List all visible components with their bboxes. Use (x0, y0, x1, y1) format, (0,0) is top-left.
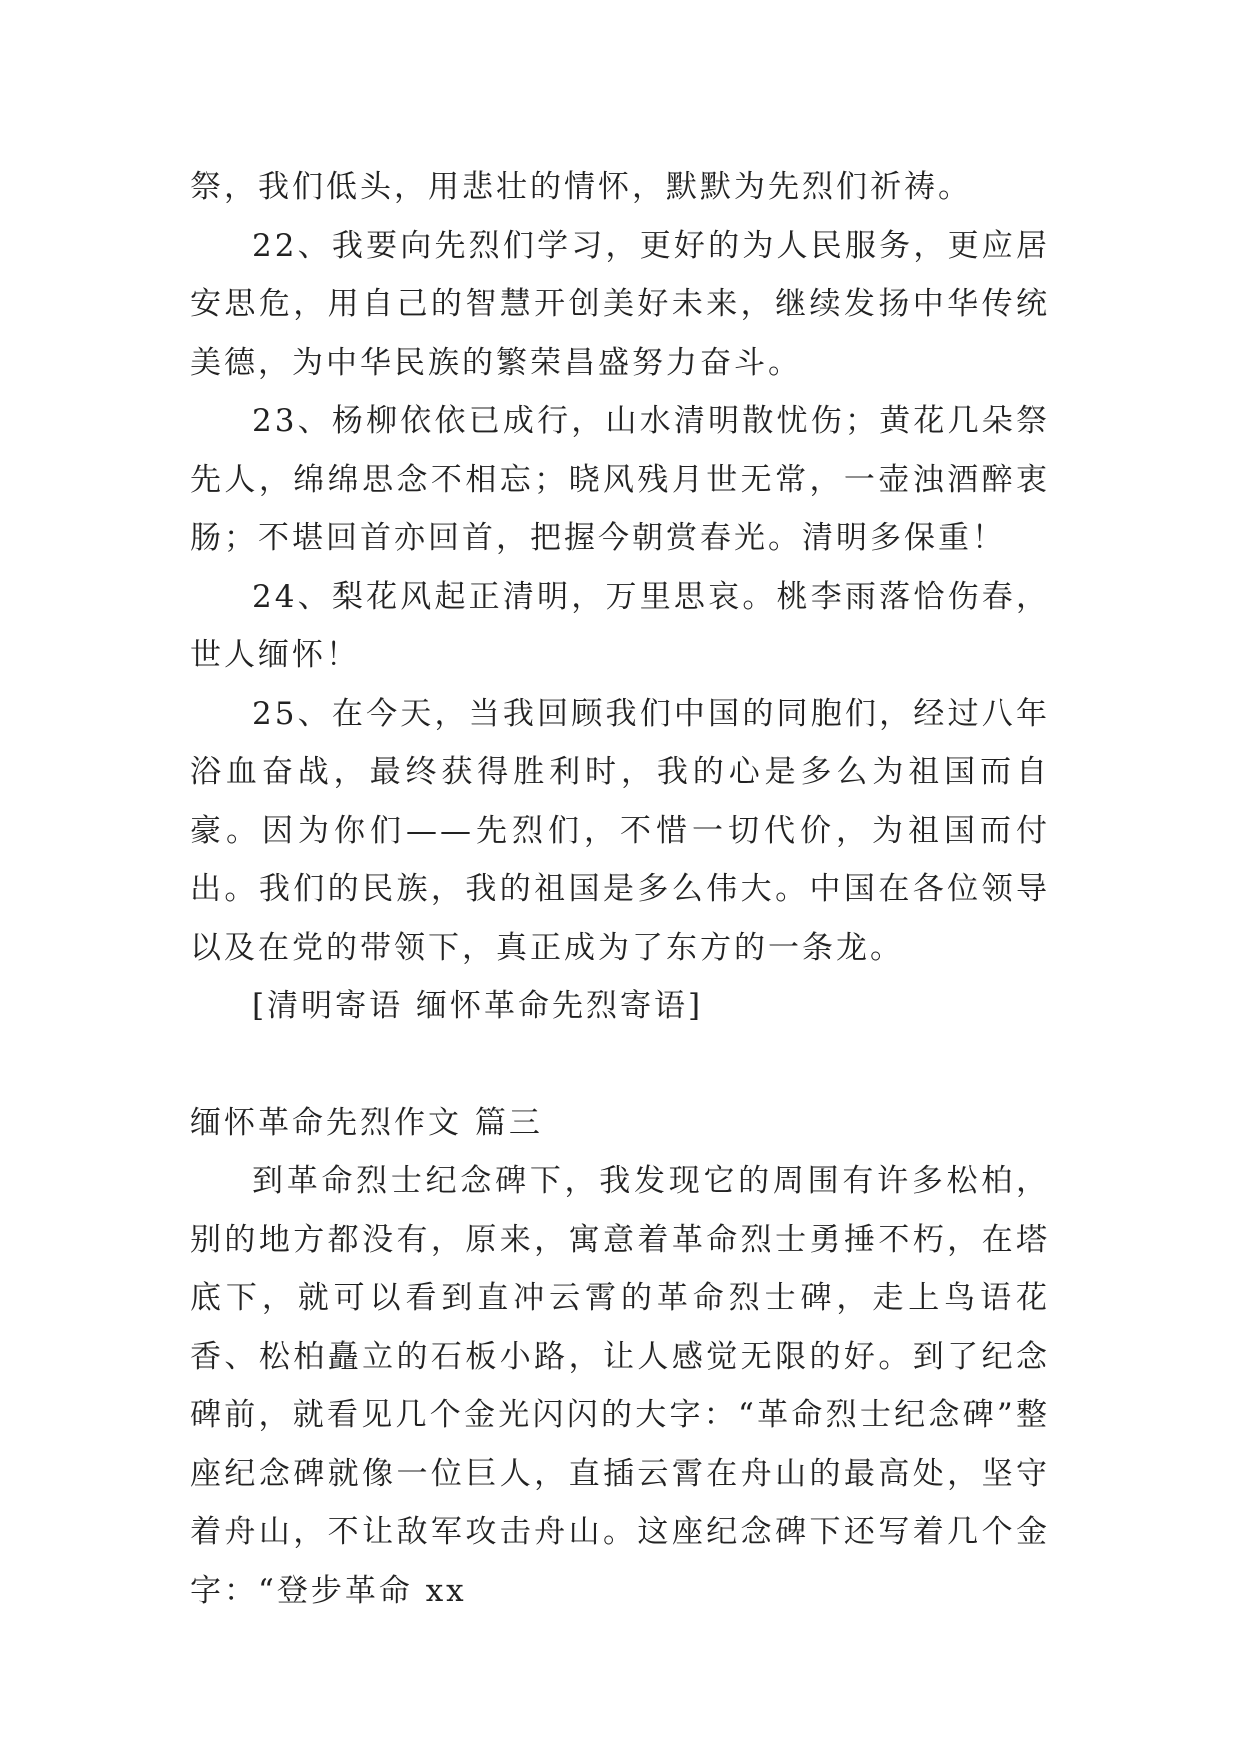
paragraph-22: 22、我要向先烈们学习，更好的为人民服务，更应居安思危，用自己的智慧开创美好未来，继续发扬中华传统美德，为中华民族的繁荣昌盛努力奋斗。 (190, 227, 1050, 381)
section-paragraph: 到革命烈士纪念碑下，我发现它的周围有许多松柏，别的地方都没有，原来，寓意着革命烈士勇捶不朽，在塔底下，就可以看到直冲云霄的革命烈士碑，走上鸟语花香、松柏矗立的石板小路，让人感觉无限的好。到了纪念碑前，就看见几个金光闪闪的大字：“革命烈士纪念碑”整座纪念碑就像一位巨人，直插云霄在舟山的最高处，坚守着舟山，不让敌军攻击舟山。这座纪念碑下还写着几个金字：“登步革命 xx (190, 1163, 1050, 1609)
document-body (190, 158, 1050, 1620)
paragraph-continuation: 祭，我们低头，用悲壮的情怀，默默为先烈们祈祷。 (190, 169, 972, 205)
paragraph-23: 23、杨柳依依已成行，山水清明散忧伤；黄花几朵祭先人，绵绵思念不相忘；晓风残月世无常，一壶浊酒醉衷肠；不堪回首亦回首，把握今朝赏春光。清明多保重！ (190, 403, 1050, 556)
paragraph-24: 24、梨花风起正清明，万里思哀。桃李雨落恰伤春，世人缅怀！ (190, 578, 1050, 673)
section-spacer (190, 1036, 1050, 1094)
section-heading: 缅怀革命先烈作文 篇三 (190, 1104, 543, 1141)
paragraph-tag: [清明寄语 缅怀革命先烈寄语] (252, 988, 704, 1024)
paragraph-25: 25、在今天，当我回顾我们中国的同胞们，经过八年浴血奋战，最终获得胜利时，我的心是多么为祖国而自豪。因为你们——先烈们，不惜一切代价，为祖国而付出。我们的民族，我的祖国是多么伟大。中国在各位领导以及在党的带领下，真正成为了东方的一条龙。 (190, 695, 1050, 966)
